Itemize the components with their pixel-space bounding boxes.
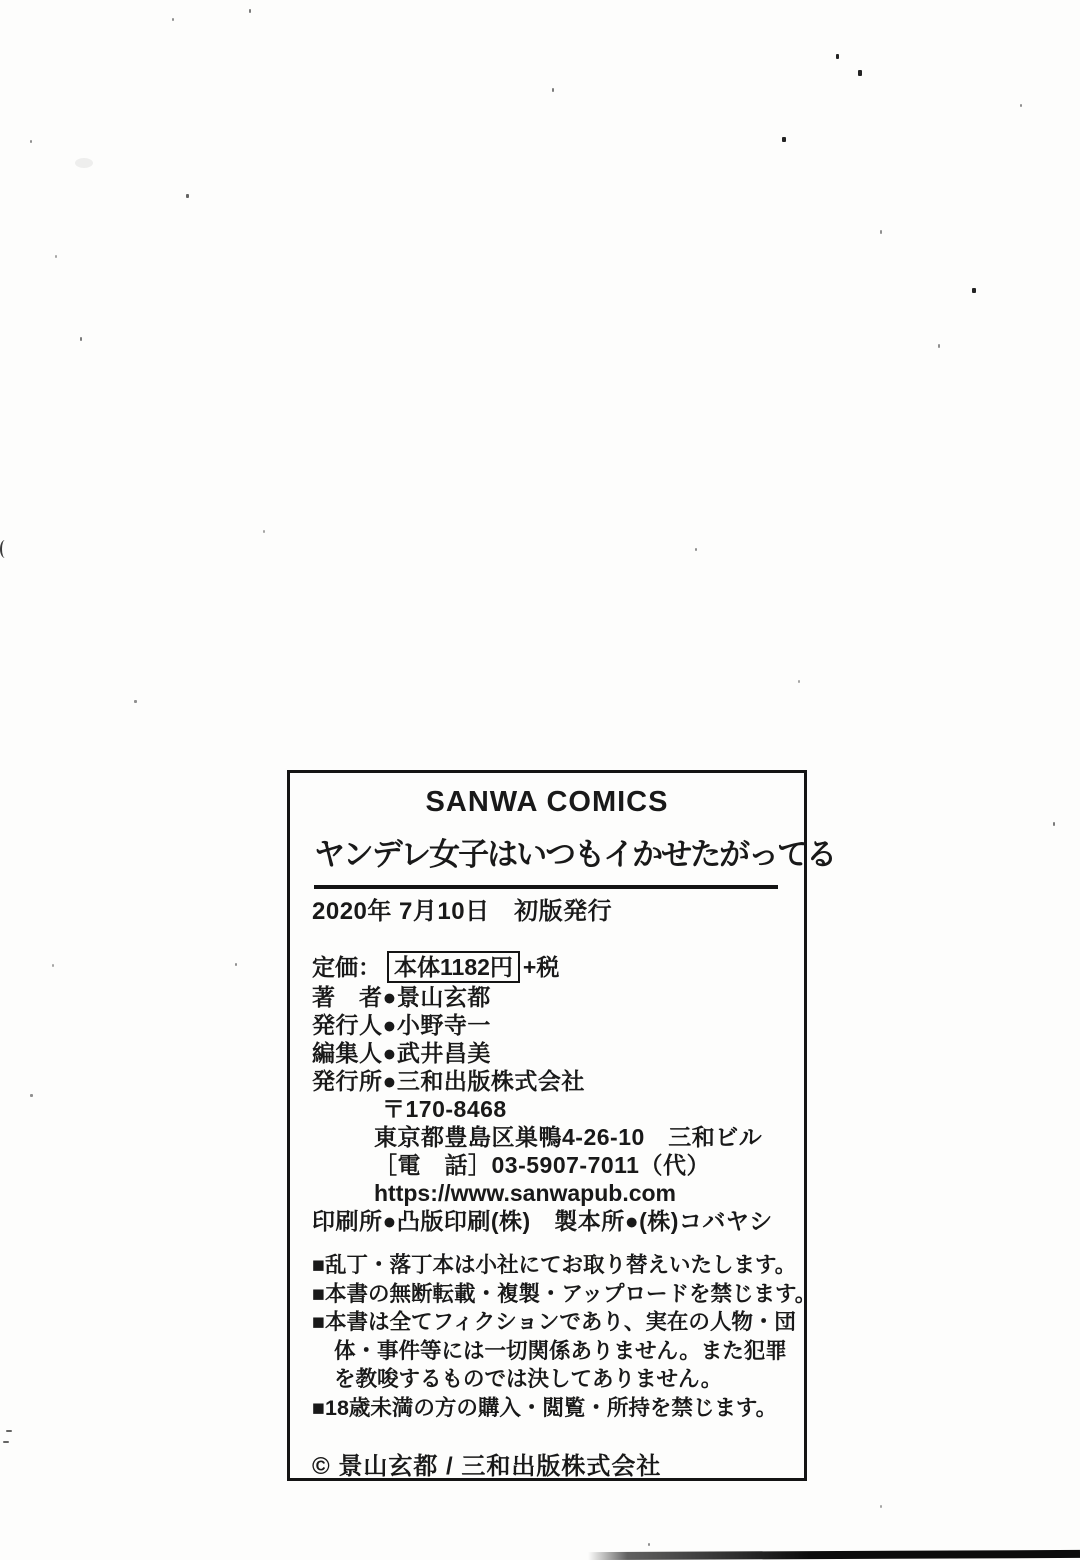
scan-speck [172, 18, 174, 21]
price-line [312, 951, 782, 983]
notice-fiction-cont: 体・事件等には一切関係ありません。また犯罪 [334, 1338, 787, 1363]
scan-speck [836, 54, 839, 59]
scan-speck [858, 70, 862, 76]
publisher-url: https://www.sanwapub.com [374, 1180, 676, 1206]
notice-age-restriction: ■18歳未満の方の購入・閲覧・所持を禁じます。 [312, 1395, 778, 1420]
scan-speck [938, 344, 940, 348]
scan-speck [1053, 822, 1055, 826]
publisher-line: 発行所●三和出版株式会社 [312, 1068, 585, 1094]
price-box: 本体1182円 [387, 951, 520, 983]
scan-speck [3, 1441, 9, 1443]
scan-speck [30, 140, 32, 143]
copyright-line: © 景山玄都 / 三和出版株式会社 [312, 1453, 662, 1480]
scan-speck [30, 1094, 33, 1097]
editor-line: 編集人●武井昌美 [312, 1040, 491, 1066]
notice-fiction: ■本書は全てフィクションであり、実在の人物・団 [312, 1310, 796, 1334]
scan-speck [972, 288, 976, 293]
scan-speck [80, 337, 82, 341]
scan-speck [249, 9, 251, 13]
imprint-name: SANWA COMICS [425, 786, 669, 818]
legal-notices [312, 1251, 817, 1422]
scan-speck [695, 548, 697, 551]
scan-speck [186, 194, 189, 198]
scan-speck [235, 963, 237, 966]
scan-speck [75, 158, 93, 168]
scan-speck [6, 1430, 12, 1432]
scan-speck [552, 88, 554, 92]
address-line: 東京都豊島区巣鴨4-26-10 三和ビル [374, 1124, 763, 1150]
scan-mark [0, 540, 10, 558]
phone-line: ［電 話］03-5907-7011（代） [374, 1152, 710, 1178]
scan-speck [52, 964, 54, 967]
price-tax-suffix: +税 [522, 954, 560, 980]
scan-speck [134, 700, 137, 703]
author-line: 著 者●景山玄都 [312, 984, 491, 1010]
notice-fiction-cont: を教唆するものでは決してありません。 [334, 1367, 723, 1391]
scan-speck [880, 1505, 882, 1508]
colophon-box [287, 770, 836, 1481]
scan-speck [798, 680, 800, 683]
notice-defective-copies: ■乱丁・落丁本は小社にてお取り替えいたします。 [312, 1253, 797, 1277]
book-title: ヤンデレ女子はいつもイかせたがってる [314, 837, 836, 873]
scan-speck [55, 255, 57, 258]
scan-speck [782, 137, 786, 142]
edition-date: 2020年 7月10日 初版発行 [312, 898, 613, 925]
printer-line: 印刷所●凸版印刷(株) 製本所●(株)コバヤシ [312, 1208, 773, 1234]
scan-speck [263, 530, 265, 533]
notice-no-reproduction: ■本書の無断転載・複製・アップロードを禁じます。 [312, 1281, 817, 1306]
scan-speck [880, 230, 882, 234]
price-label: 定価： [312, 954, 381, 980]
scan-speck [648, 1543, 650, 1546]
postal-code-line: 〒170-8468 [382, 1096, 507, 1122]
publisher-person-line: 発行人●小野寺一 [312, 1012, 491, 1038]
scan-speck [1020, 104, 1022, 107]
scan-edge-bar [588, 1550, 1080, 1560]
publication-info [312, 983, 782, 1235]
book-title-underline [314, 835, 836, 889]
